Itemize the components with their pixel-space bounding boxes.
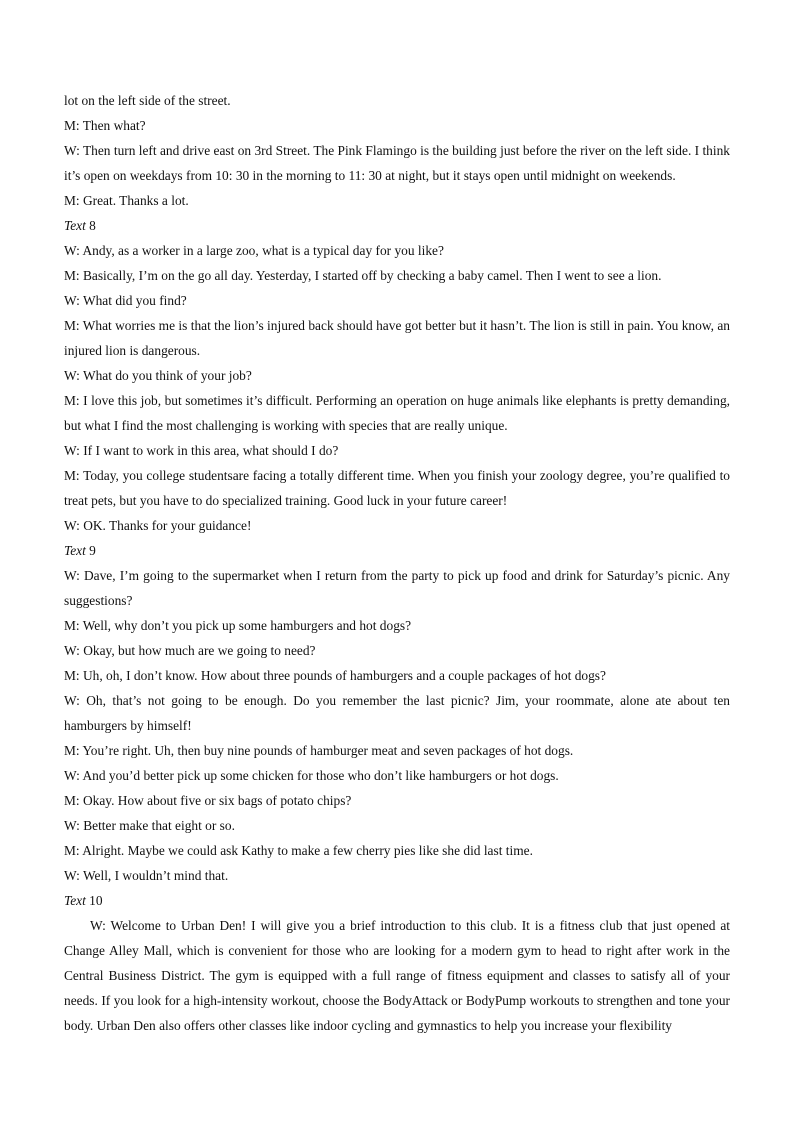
section-label-text-10 [64,888,730,913]
section-label-word: Text [64,543,86,558]
dialogue-line: W: Dave, I’m going to the supermarket when I return from the party to pick up food and drink for Saturday’s picnic. Any suggestions? [64,568,730,608]
dialogue-line: M: Then what? [64,118,146,133]
dialogue-line: M: Great. Thanks a lot. [64,193,189,208]
dialogue-line: W: What did you find? [64,293,187,308]
dialogue-line: M: Uh, oh, I don’t know. How about three pounds of hamburgers and a couple packages of hot dogs? [64,668,606,683]
monologue-paragraph: W: Welcome to Urban Den! I will give you a brief introduction to this club. It is a fitness club that just opened at Change Alley Mall, which is convenient for those who are looking for a modern gym to head to right after work in the Central Business District. The gym is equipped with a full range of fitness equipment and classes to satisfy all of your needs. If you look for a high-intensity workout, choose the BodyAttack or BodyPump workouts to strengthen and tone your body. Urban Den also offers other classes like indoor cycling and gymnastics to help you increase your flexibility [64,918,730,1033]
section-label-number: 9 [85,543,96,558]
dialogue-line: W: Then turn left and drive east on 3rd Street. The Pink Flamingo is the building just before the river on the left side. I think it’s open on weekdays from 10: 30 in the morning to 11: 30 at night, but it stays open until midnight on weekends. [64,143,730,183]
dialogue-line: W: Oh, that’s not going to be enough. Do you remember the last picnic? Jim, your roommate, alone ate about ten hamburgers by himself! [64,693,730,733]
dialogue-line: W: OK. Thanks for your guidance! [64,518,252,533]
section-label-word: Text [64,218,86,233]
section-label-word: Text [64,893,86,908]
dialogue-line: W: What do you think of your job? [64,368,252,383]
section-label-text-9 [64,538,730,563]
dialogue-line: W: Andy, as a worker in a large zoo, what is a typical day for you like? [64,243,444,258]
dialogue-line: M: You’re right. Uh, then buy nine pounds of hamburger meat and seven packages of hot dogs. [64,743,574,758]
dialogue-line: W: Okay, but how much are we going to need? [64,643,316,658]
dialogue-line: W: Better make that eight or so. [64,818,235,833]
dialogue-line: W: And you’d better pick up some chicken for those who don’t like hamburgers or hot dogs. [64,768,559,783]
dialogue-line: M: Alright. Maybe we could ask Kathy to make a few cherry pies like she did last time. [64,843,533,858]
dialogue-line: W: If I want to work in this area, what should I do? [64,443,339,458]
dialogue-line: M: I love this job, but sometimes it’s difficult. Performing an operation on huge animals like elephants is pretty demanding, but what I find the most challenging is working with species that are really unique. [64,393,730,433]
dialogue-line: M: Well, why don’t you pick up some hamburgers and hot dogs? [64,618,412,633]
section-label-number: 8 [85,218,96,233]
document-page [64,88,730,1038]
paragraph: lot on the left side of the street. [64,93,231,108]
section-label-text-8 [64,213,730,238]
dialogue-line: W: Well, I wouldn’t mind that. [64,868,229,883]
section-label-number: 10 [85,893,103,908]
dialogue-line: M: Okay. How about five or six bags of potato chips? [64,793,352,808]
dialogue-line: M: Basically, I’m on the go all day. Yesterday, I started off by checking a baby camel. Then I went to see a lion. [64,268,662,283]
dialogue-line: M: Today, you college studentsare facing a totally different time. When you finish your zoology degree, you’re qualified to treat pets, but you have to do specialized training. Good luck in your future career! [64,468,730,508]
dialogue-line: M: What worries me is that the lion’s injured back should have got better but it hasn’t. The lion is still in pain. You know, an injured lion is dangerous. [64,318,730,358]
